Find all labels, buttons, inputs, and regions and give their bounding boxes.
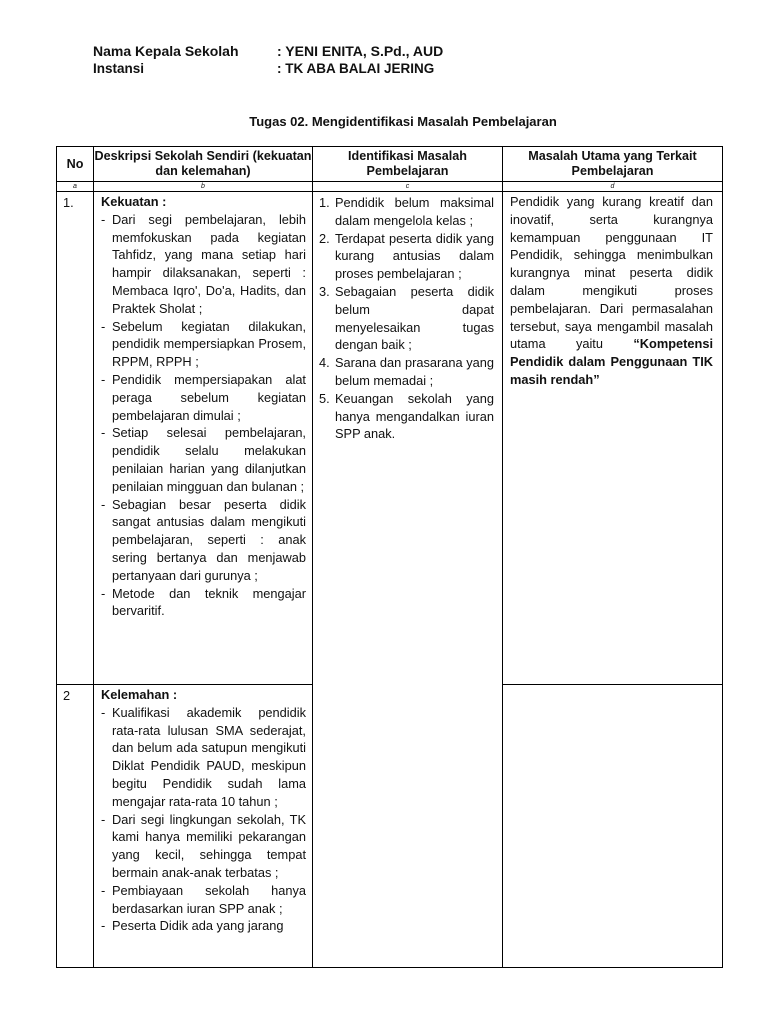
main-problem-emphasis: “Kompetensi Pendidik dalam Penggunaan TIK masih rendah” xyxy=(510,336,713,387)
column-header-description: Deskripsi Sekolah Sendiri (kekuatan dan kelemahan) xyxy=(94,147,313,182)
list-item: - Sebagian besar peserta didik sangat antusias dalam mengikuti pembelajaran, seperti : anak sering bertanya dan menjawab pertanyaan dari gurunya ; xyxy=(101,496,306,585)
list-item xyxy=(319,354,494,390)
principal-label: Nama Kepala Sekolah xyxy=(93,43,239,59)
column-header-no: No xyxy=(57,147,94,182)
list-item xyxy=(319,283,494,354)
item-number: 3. xyxy=(319,283,330,299)
item-number: 5. xyxy=(319,390,330,406)
institution-line xyxy=(93,61,434,76)
table-subheader-row xyxy=(57,182,723,192)
weaknesses-list xyxy=(101,704,306,935)
list-item: - Dari segi lingkungan sekolah, TK kami hanya memiliki pekarangan yang kecil, sehingga tempat bermain anak-anak terbatas ; xyxy=(101,811,306,882)
list-item: - Metode dan teknik mengajar bervaritif. xyxy=(101,585,306,621)
problem-table xyxy=(56,146,723,968)
weaknesses-cell xyxy=(94,685,313,968)
problems-list xyxy=(319,194,494,443)
table-row xyxy=(57,192,723,685)
item-text: Pendidik belum maksimal dalam mengelola kelas ; xyxy=(335,195,494,228)
table-header-row xyxy=(57,147,723,182)
list-item xyxy=(319,194,494,230)
item-text: Terdapat peserta didik yang kurang antusias dalam proses pembelajaran ; xyxy=(335,230,494,282)
list-item: - Pendidik mempersiapakan alat peraga sebelum kegiatan pembelajaran dimulai ; xyxy=(101,371,306,424)
strengths-list xyxy=(101,211,306,620)
main-problem-cell-empty xyxy=(503,685,723,968)
item-number: 2. xyxy=(319,230,330,246)
main-problem-cell xyxy=(503,192,723,685)
list-item: - Peserta Didik ada yang jarang xyxy=(101,917,306,935)
row-number: 2 xyxy=(57,685,94,968)
list-item xyxy=(319,390,494,443)
list-item xyxy=(319,230,494,283)
item-text: Keuangan sekolah yang hanya mengandalkan iuran SPP anak. xyxy=(335,390,494,442)
item-number: 1. xyxy=(319,195,330,210)
column-header-identification: Identifikasi Masalah Pembelajaran xyxy=(313,147,503,182)
strengths-cell xyxy=(94,192,313,685)
principal-line xyxy=(93,43,443,59)
list-item: - Setiap selesai pembelajaran, pendidik selalu melakukan penilaian harian yang dilanjutkan penilaian mingguan dan bulanan ; xyxy=(101,424,306,495)
strengths-heading: Kekuatan : xyxy=(101,194,167,209)
weaknesses-heading: Kelemahan : xyxy=(101,687,178,702)
institution-value: : TK ABA BALAI JERING xyxy=(277,61,435,76)
list-item: - Kualifikasi akademik pendidik rata-rata lulusan SMA sederajat, dan belum ada satupun mengikuti Diklat Pendidik PAUD, meskipun begitu Pendidik sudah lama mengajar rata-rata 10 tahun ; xyxy=(101,704,306,811)
institution-label: Instansi xyxy=(93,61,145,76)
row-number: 1. xyxy=(57,192,94,685)
column-header-main-problem: Masalah Utama yang Terkait Pembelajaran xyxy=(503,147,723,182)
main-problem-paragraph xyxy=(510,193,713,389)
main-problem-text: Pendidik yang kurang kreatif dan inovatif, serta kurangnya kemampuan penggunaan IT Pendidik, sehingga menimbulkan kurangnya minat peserta didik dalam mengikuti proses pembelajaran. Dari permasalahan tersebut, saya mengambil masalah utama yaitu xyxy=(510,194,713,352)
problems-cell xyxy=(313,192,503,968)
list-item: - Dari segi pembelajaran, lebih memfokuskan pada kegiatan Tahfidz, yang mana setiap hari hampir dilaksanakan, seperti : Membaca Iqro', Do'a, Hadits, dan Praktek Sholat ; xyxy=(101,211,306,318)
task-title: Tugas 02. Mengidentifikasi Masalah Pembelajaran xyxy=(249,114,557,129)
item-text: Sebagaian peserta didik belum dapat menyelesaikan tugas dengan baik ; xyxy=(335,283,494,353)
sub-label-d: d xyxy=(503,182,723,192)
list-item: - Pembiayaan sekolah hanya berdasarkan iuran SPP anak ; xyxy=(101,882,306,918)
sub-label-a: a xyxy=(57,182,94,192)
list-item: - Sebelum kegiatan dilakukan, pendidik mempersiapkan Prosem, RPPM, RPPH ; xyxy=(101,318,306,371)
sub-label-b: b xyxy=(94,182,313,192)
item-number: 4. xyxy=(319,355,330,371)
item-text: Sarana dan prasarana yang belum memadai ; xyxy=(335,355,494,388)
principal-value: : YENI ENITA, S.Pd., AUD xyxy=(277,43,444,59)
sub-label-c: c xyxy=(313,182,503,192)
